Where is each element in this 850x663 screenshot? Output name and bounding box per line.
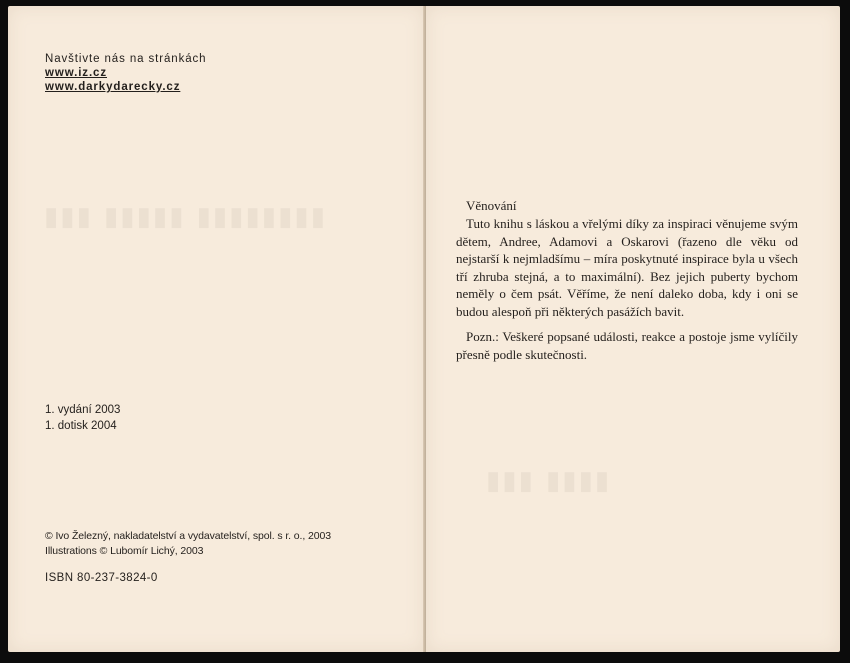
dedication-text: Tuto knihu s láskou a vřelými díky za inspiraci věnujeme svým dětem, Andree, Adamovi a Oskarovi (řazeno dle věku od nejstarší k nejmladšímu – míra poskytnuté inspirace byla u všech tří zhruba stejná, a to maximální). Bez jejich puberty bychom neměly o čem psát. Věříme, že není daleko doba, kdy i oni se budou alespoň při některých pasážích bavit. [456,216,798,319]
reprint-line: 1. dotisk 2004 [45,420,117,432]
dedication-title: Věnování [466,198,517,213]
show-through-title: ▮▮▮ ▮▮▮▮▮ ▮▮▮▮▮▮▮▮ [44,202,328,232]
website-link-iz[interactable]: www.iz.cz [45,67,107,79]
edition-block [45,402,120,434]
copyright-block [45,529,331,559]
visit-line: Navštivte nás na stránkách [45,53,207,65]
copyright-illustrations: Illustrations © Lubomír Lichý, 2003 [45,545,204,557]
website-link-darkydarecky[interactable]: www.darkydarecky.cz [45,81,181,93]
edition-line: 1. vydání 2003 [45,404,121,416]
right-page [426,6,840,652]
show-through-text: ▮▮▮ ▮▮▮▮ [486,466,612,496]
copyright-publisher: © Ivo Železný, nakladatelství a vydavatelství, spol. s r. o., 2003 [45,530,331,542]
website-block [45,52,206,94]
isbn: ISBN 80-237-3824-0 [45,572,158,584]
note-text: Pozn.: Veškeré popsané události, reakce a postoje jsme vylíčily přesně podle skutečnosti. [456,329,798,362]
left-page [8,6,424,652]
